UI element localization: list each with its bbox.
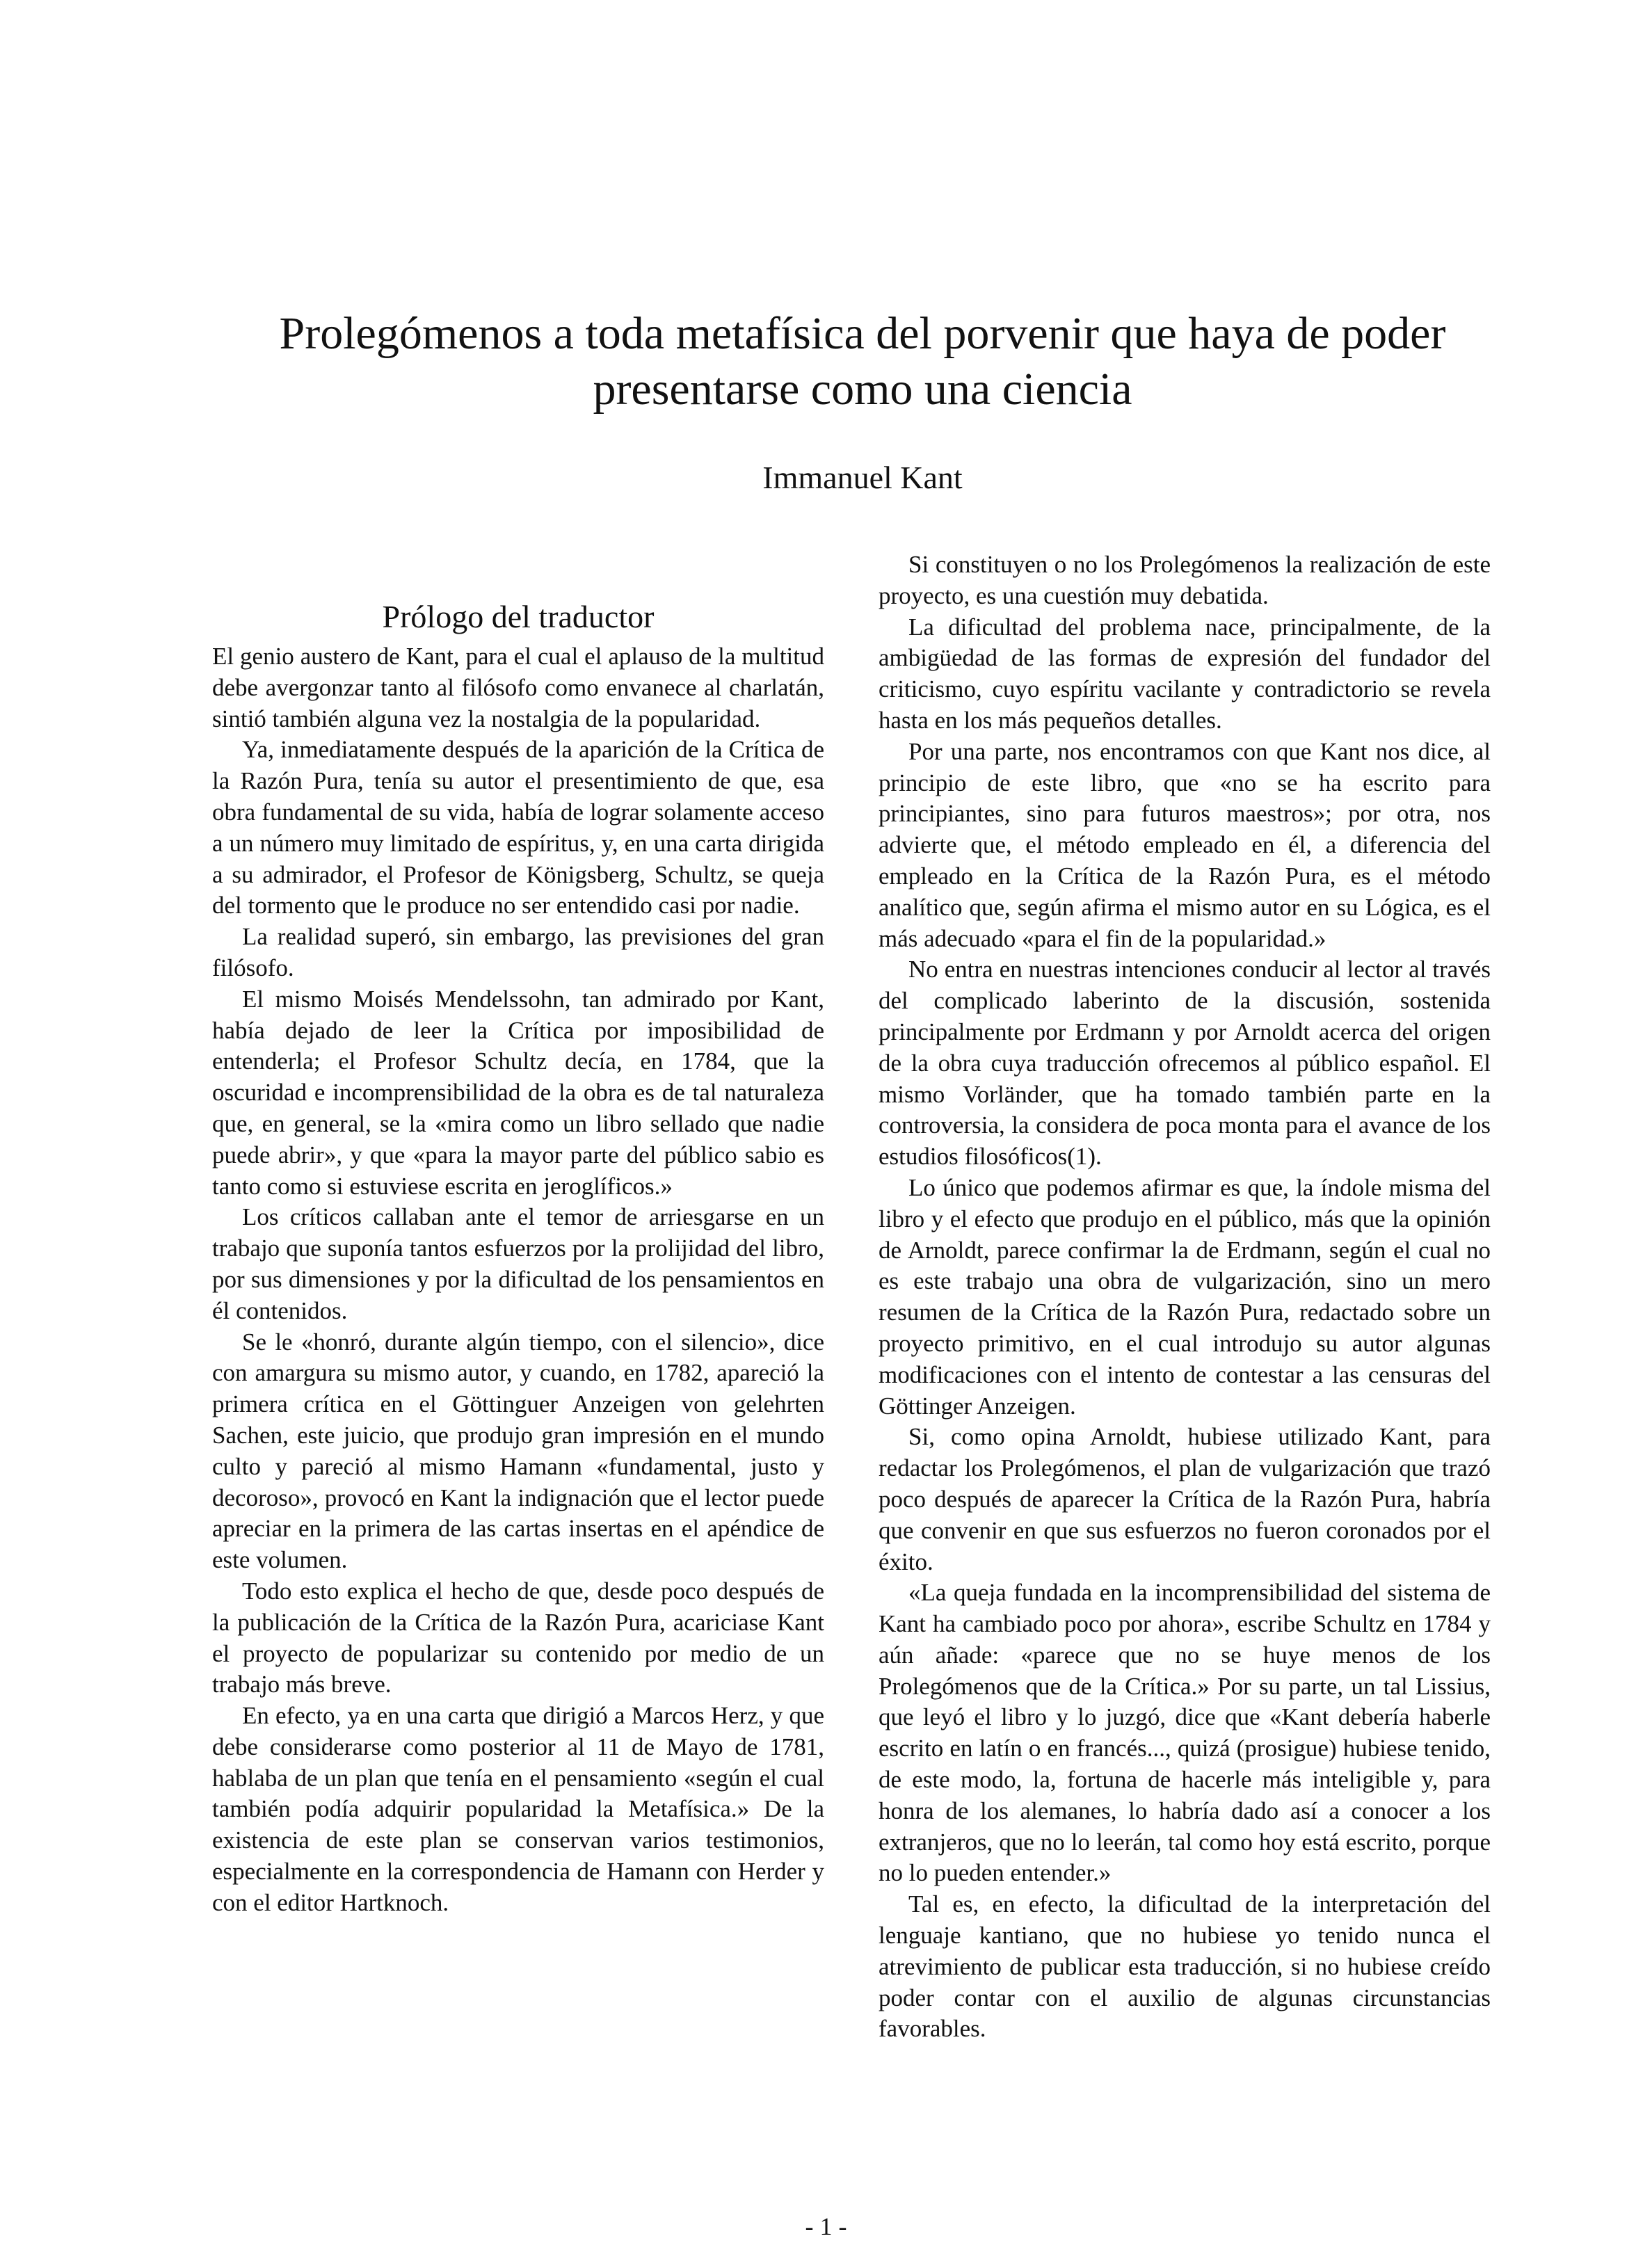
section-heading: Prólogo del traductor	[382, 599, 655, 634]
document-title	[209, 306, 1516, 417]
author-name: Immanuel Kant	[762, 460, 963, 495]
right-column	[879, 549, 1491, 2045]
title-line: Prolegómenos a toda metafísica del porvenir que haya de poder	[279, 308, 1446, 359]
paragraph: Si, como opina Arnoldt, hubiese utilizado Kant, para redactar los Prolegómenos, el plan de vulgarización que trazó poco después de aparecer la Crítica de la Razón Pura, habría que convenir en que sus esfuerzos no fueron coronados por el éxito.	[879, 1423, 1491, 1575]
paragraph: El genio austero de Kant, para el cual el aplauso de la multitud debe avergonzar tanto al filósofo como envanece al charlatán, sintió también alguna vez la nostalgia de la popularidad.	[212, 643, 824, 732]
paragraph: Por una parte, nos encontramos con que Kant nos dice, al principio de este libro, que «no se ha escrito para principiantes, sino para futuros maestros»; por otra, nos advierte que, el método empleado en él, a diferencia del empleado en la Crítica de la Razón Pura, es el método analítico que, según afirma el mismo autor en su Lógica, es el más adecuado «para el fin de la popularidad.»	[879, 737, 1491, 952]
paragraph: Lo único que podemos afirmar es que, la índole misma del libro y el efecto que produjo en el público, más que la opinión de Arnoldt, parece confirmar la de Erdmann, según el cual no es este trabajo una obra de vulgarización, sino un mero resumen de la Crítica de la Razón Pura, redactado sobre un proyecto primitivo, en el cual introdujo su autor algunas modificaciones con el intento de contestar a las censuras del Göttinger Anzeigen.	[879, 1173, 1491, 1420]
paragraph: El mismo Moisés Mendelssohn, tan admirado por Kant, había dejado de leer la Crítica por imposibilidad de entenderla; el Profesor Schultz decía, en 1784, que la oscuridad e incomprensibilidad de la obra es de tal naturaleza que, en general, se la «mira como un libro sellado que nadie puede abrir», y que «para la mayor parte del público sabio es tanto como si estuviese escrita en jeroglíficos.»	[212, 985, 824, 1200]
paragraph: La dificultad del problema nace, principalmente, de la ambigüedad de las formas de expresión del fundador del criticismo, cuyo espíritu vacilante y contradictorio se revela hasta en los más pequeños detalles.	[879, 613, 1491, 734]
paragraph: «La queja fundada en la incomprensibilidad del sistema de Kant ha cambiado poco por ahora», escribe Schultz en 1784 y aún añade: «parece que no se huye menos de los Prolegómenos que de la Crítica.» Por su parte, un tal Lissius, que leyó el libro y lo juzgó, dice que «Kant debería haberle escrito en latín o en francés..., quizá (prosigue) hubiese tenido, de este modo, la, fortuna de hacerle más inteligible y, para honra de los alemanes, lo habría dado así a conocer a los extranjeros, que no lo leerán, tal como hoy está escrito, porque no lo pueden entender.»	[879, 1579, 1491, 1887]
left-column	[212, 549, 824, 1919]
paragraph: En efecto, ya en una carta que dirigió a Marcos Herz, y que debe considerarse como posterior al 11 de Mayo de 1781, hablaba de un plan que tenía en el pensamiento «según el cual también podía adquirir popularidad la Metafísica.» De la existencia de este plan se conservan varios testimonios, especialmente en la correspondencia de Hamann con Herder y con el editor Hartknoch.	[212, 1702, 824, 1916]
paragraph: Todo esto explica el hecho de que, desde poco después de la publicación de la Crítica de la Razón Pura, acariciase Kant el proyecto de popularizar su contenido por medio de un trabajo más breve.	[212, 1577, 824, 1698]
page-number: - 1 -	[805, 2212, 847, 2240]
paragraph: La realidad superó, sin embargo, las previsiones del gran filósofo.	[212, 923, 824, 981]
paragraph: Tal es, en efecto, la dificultad de la interpretación del lenguaje kantiano, que no hubiese yo tenido nunca el atrevimiento de publicar esta traducción, si no hubiese creído poder contar con el auxilio de algunas circunstancias favorables.	[879, 1890, 1491, 2043]
paragraph: Ya, inmediatamente después de la aparición de la Crítica de la Razón Pura, tenía su autor el presentimiento de que, esa obra fundamental de su vida, había de lograr solamente acceso a un número muy limitado de espíritus, y, en una carta dirigida a su admirador, el Profesor de Königsberg, Schultz, se queja del tormento que le produce no ser entendido casi por nadie.	[212, 736, 824, 919]
title-line: presentarse como una ciencia	[593, 364, 1132, 415]
paragraph: Se le «honró, durante algún tiempo, con el silencio», dice con amargura su mismo autor, y cuando, en 1782, apareció la primera crítica en el Göttinguer Anzeigen von gelehrten Sachen, este juicio, que produjo gran impresión en el mundo culto y pareció al mismo Hamann «fundamental, justo y decoroso», provocó en Kant la indignación que el lector puede apreciar en la primera de las cartas insertas en el apéndice de este volumen.	[212, 1328, 824, 1574]
paragraph: Si constituyen o no los Prolegómenos la realización de este proyecto, es una cuestión muy debatida.	[879, 551, 1491, 609]
paragraph: No entra en nuestras intenciones conducir al lector al través del complicado laberinto de la discusión, sostenida principalmente por Erdmann y por Arnoldt acerca del origen de la obra cuya traducción ofrecemos al público español. El mismo Vorländer, que ha tomado también parte en la controversia, la considera de poca monta para el avance de los estudios filosóficos(1).	[879, 956, 1491, 1171]
paragraph: Los críticos callaban ante el temor de arriesgarse en un trabajo que suponía tantos esfuerzos por la prolijidad del libro, por sus dimensiones y por la dificultad de los pensamientos en él contenidos.	[212, 1203, 824, 1324]
